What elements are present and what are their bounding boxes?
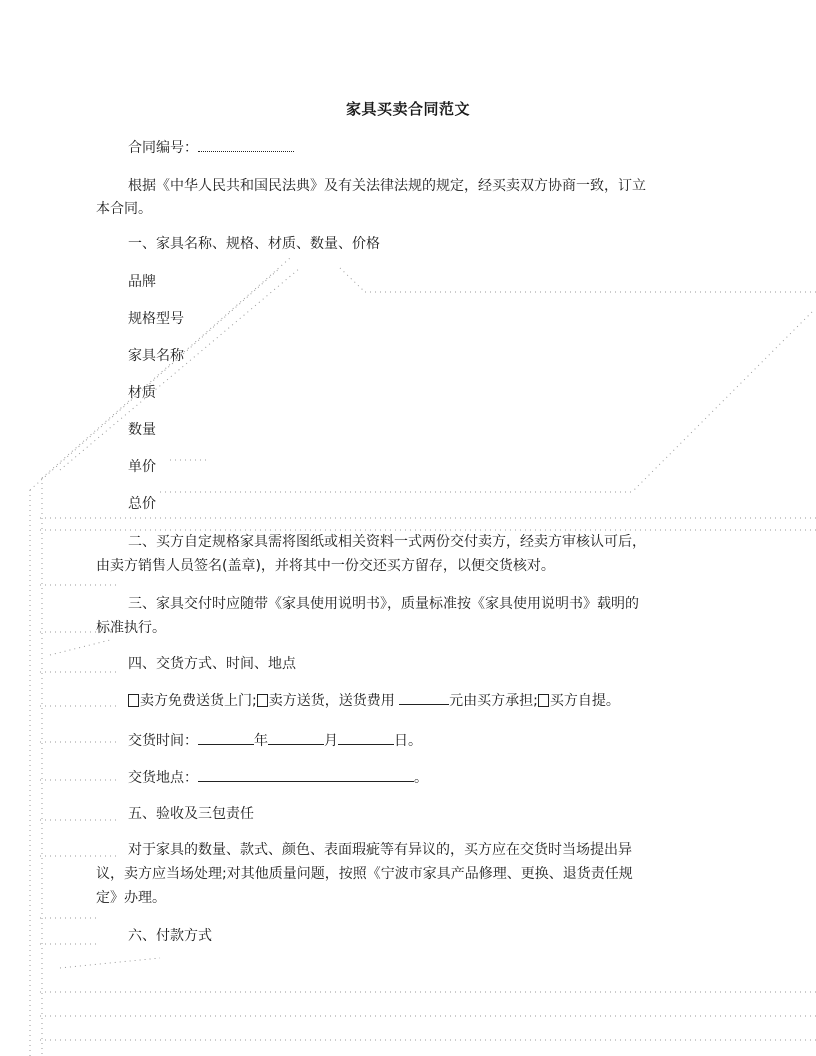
- option-paid-delivery-label: 卖方送货，送货费用: [268, 693, 395, 709]
- field-furniture-name: 家具名称: [128, 348, 184, 364]
- section-2-line-1: 二、买方自定规格家具需将图纸或相关资料一式两份交付卖方，经卖方审核认可后，: [128, 534, 646, 550]
- year-label: 年: [254, 733, 268, 749]
- field-material: 材质: [128, 385, 156, 401]
- delivery-month-blank[interactable]: [268, 730, 324, 745]
- preamble-line-1: 根据《中华人民共和国民法典》及有关法律法规的规定，经买卖双方协商一致，订立: [128, 178, 646, 194]
- day-label: 日。: [394, 733, 422, 749]
- contract-number-row: [128, 137, 294, 158]
- field-brand: 品牌: [128, 274, 156, 290]
- document-title: 家具买卖合同范文: [345, 100, 470, 118]
- field-model: 规格型号: [128, 311, 184, 327]
- section-6-heading: 六、付款方式: [128, 928, 212, 944]
- month-label: 月: [324, 733, 338, 749]
- option-free-delivery-checkbox[interactable]: [128, 694, 139, 707]
- delivery-fee-blank[interactable]: [399, 690, 449, 705]
- field-quantity: 数量: [128, 422, 156, 438]
- field-unit-price: 单价: [128, 459, 156, 475]
- field-total-price: 总价: [128, 496, 156, 512]
- delivery-place-label: 交货地点：: [128, 770, 198, 786]
- delivery-place-end: 。: [414, 770, 428, 786]
- section-5-line-2: 议，卖方应当场处理;对其他质量问题，按照《宁波市家具产品修理、更换、退货责任规: [96, 866, 633, 882]
- section-2-line-2: 由卖方销售人员签名(盖章)，并将其中一份交还买方留存，以便交货核对。: [96, 558, 555, 574]
- delivery-time-label: 交货时间：: [128, 733, 198, 749]
- delivery-day-blank[interactable]: [338, 730, 394, 745]
- section-3-line-1: 三、家具交付时应随带《家具使用说明书》，质量标准按《家具使用说明书》载明的: [128, 596, 639, 612]
- contract-number-label: 合同编号：: [128, 140, 198, 156]
- option-self-pickup-label: 买方自提。: [549, 693, 620, 709]
- section-4-heading: 四、交货方式、时间、地点: [128, 656, 296, 672]
- delivery-place-row: [128, 767, 428, 788]
- delivery-time-row: [128, 730, 422, 751]
- option-free-delivery-label: 卖方免费送货上门;: [140, 693, 257, 709]
- preamble-line-2: 本合同。: [96, 201, 152, 217]
- section-5-line-3: 定》办理。: [96, 890, 166, 906]
- option-paid-delivery-checkbox[interactable]: [257, 694, 268, 707]
- section-1-heading: 一、家具名称、规格、材质、数量、价格: [128, 236, 380, 252]
- option-self-pickup-checkbox[interactable]: [538, 694, 549, 707]
- delivery-place-blank[interactable]: [198, 767, 414, 782]
- delivery-year-blank[interactable]: [198, 730, 254, 745]
- section-5-line-1: 对于家具的数量、款式、颜色、表面瑕疵等有异议的，买方应在交货时当场提出异: [128, 842, 632, 858]
- delivery-options-row: [128, 690, 620, 711]
- section-3-line-2: 标准执行。: [96, 620, 166, 636]
- section-5-heading: 五、验收及三包责任: [128, 806, 254, 822]
- delivery-fee-suffix: 元由买方承担;: [449, 693, 538, 709]
- contract-number-blank[interactable]: [198, 137, 294, 152]
